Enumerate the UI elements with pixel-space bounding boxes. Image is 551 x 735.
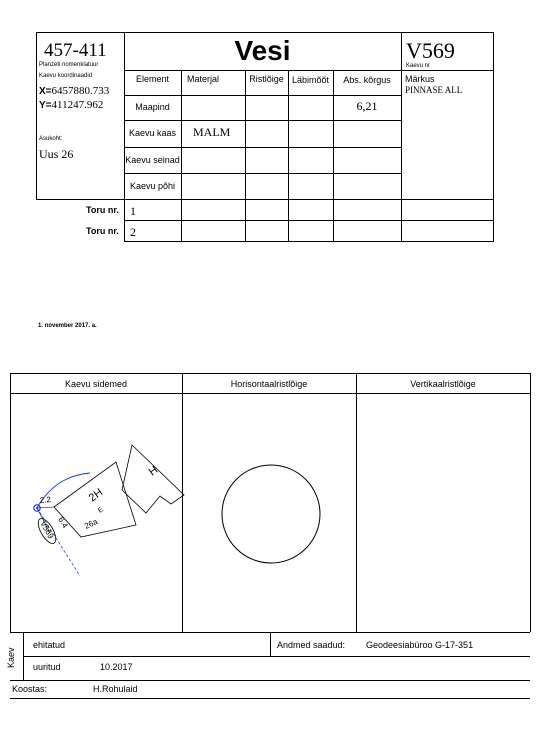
pipe-number-2: 2: [130, 225, 136, 239]
distance-2: 6.4: [56, 515, 70, 530]
panel-title-sidemed: Kaevu sidemed: [64, 379, 128, 389]
row-label-kaevu-pohi: Kaevu põhi: [129, 181, 176, 191]
y-label: Y=: [39, 100, 52, 111]
coords-caption: Kaevu koordinaadid: [39, 73, 93, 79]
andmed-label: Andmed saadud:: [277, 640, 346, 650]
footer-line: [10, 698, 530, 699]
form-line: [124, 70, 494, 71]
uuritud-label: uuritud: [33, 662, 61, 672]
row-label-kaevu-kaas: Kaevu kaas: [128, 128, 177, 138]
form-line: [181, 70, 182, 241]
footer-divider: [270, 632, 271, 656]
markus-value: PINNASE ALL: [405, 85, 463, 95]
form-line: [124, 147, 401, 148]
form-border-right: [493, 32, 494, 241]
footer-line: [10, 680, 530, 681]
building-2h-sub: E: [97, 506, 105, 515]
pipe-label-2: Toru nr.: [86, 226, 119, 236]
form-line: [124, 241, 494, 242]
well-marker-center: [36, 507, 38, 509]
panel-border-right: [530, 373, 531, 632]
y-value: 411247.962: [51, 99, 104, 111]
pipe-label-1: Toru nr.: [86, 205, 119, 215]
horizontal-cross-section: [220, 463, 324, 567]
row-label-maapind: Maapind: [135, 102, 170, 112]
row-label-kaevu-seinad: Kaevu seinad: [125, 155, 180, 165]
x-value: 6457880.733: [51, 85, 110, 97]
footer-line: [23, 656, 530, 657]
well-id: V569: [406, 38, 455, 63]
col-header-ristloige: Ristlõige: [249, 74, 284, 84]
form-border-left: [36, 32, 37, 199]
form-line: [245, 70, 246, 241]
abs-maapind: 6,21: [356, 99, 378, 113]
form-line: [124, 120, 401, 121]
x-coordinate: [39, 85, 109, 97]
well-caption: Kaevu nr: [406, 63, 431, 69]
form-line: [401, 32, 402, 241]
building-h-outline: [122, 445, 184, 513]
panel-title-vertical: Vertikaalristlõige: [410, 379, 476, 389]
well-circle: [222, 465, 320, 563]
form-line: [124, 220, 494, 221]
sheet-number: 457-411: [44, 40, 107, 61]
col-header-labimoot: Läbimõõt: [291, 75, 330, 85]
y-coordinate: [39, 99, 103, 111]
form-line: [288, 70, 289, 241]
panel-border-top: [10, 373, 530, 374]
building-2h-label: 2H: [86, 486, 106, 505]
panel-border-left: [10, 373, 11, 632]
panel-header-line: [10, 393, 530, 394]
andmed-value: Geodeesiabüroo G-17-351: [366, 640, 474, 650]
uuritud-value: 10.2017: [100, 662, 133, 672]
panel-title-horizontal: Horisontaalristlõige: [230, 379, 308, 389]
form-line: [36, 199, 494, 200]
form-line: [124, 95, 401, 96]
sketch-well-id: V569: [38, 519, 56, 541]
ehitatud-label: ehitatud: [33, 640, 66, 650]
location-caption: Asukoht:: [39, 136, 63, 142]
building-number: 26a: [83, 517, 99, 531]
form-line: [333, 70, 334, 241]
col-header-element: Element: [135, 74, 170, 84]
col-header-markus: Märkus: [405, 74, 435, 84]
koostas-value: H.Rohulaid: [93, 684, 138, 694]
document-date: 1. november 2017. a.: [38, 323, 97, 329]
sheet-caption: Planzeti nomenklatuur: [39, 62, 99, 68]
footer-side-label: Kaev: [6, 647, 16, 668]
col-header-abs: Abs. kõrgus: [343, 75, 391, 85]
koostas-label: Koostas:: [12, 684, 48, 694]
col-header-material: Materjal: [187, 74, 220, 84]
well-location-sketch: [20, 425, 190, 585]
x-label: X=: [39, 86, 52, 97]
page-title: Vesi: [234, 35, 291, 66]
distance-1: 2.2: [39, 495, 52, 505]
material-kaevu-kaas: MALM: [193, 125, 231, 139]
building-h-label: H: [146, 464, 161, 479]
pipe-number-1: 1: [130, 204, 136, 218]
form-line: [124, 173, 401, 174]
panel-divider: [356, 373, 357, 632]
location-value: Uus 26: [39, 147, 74, 161]
